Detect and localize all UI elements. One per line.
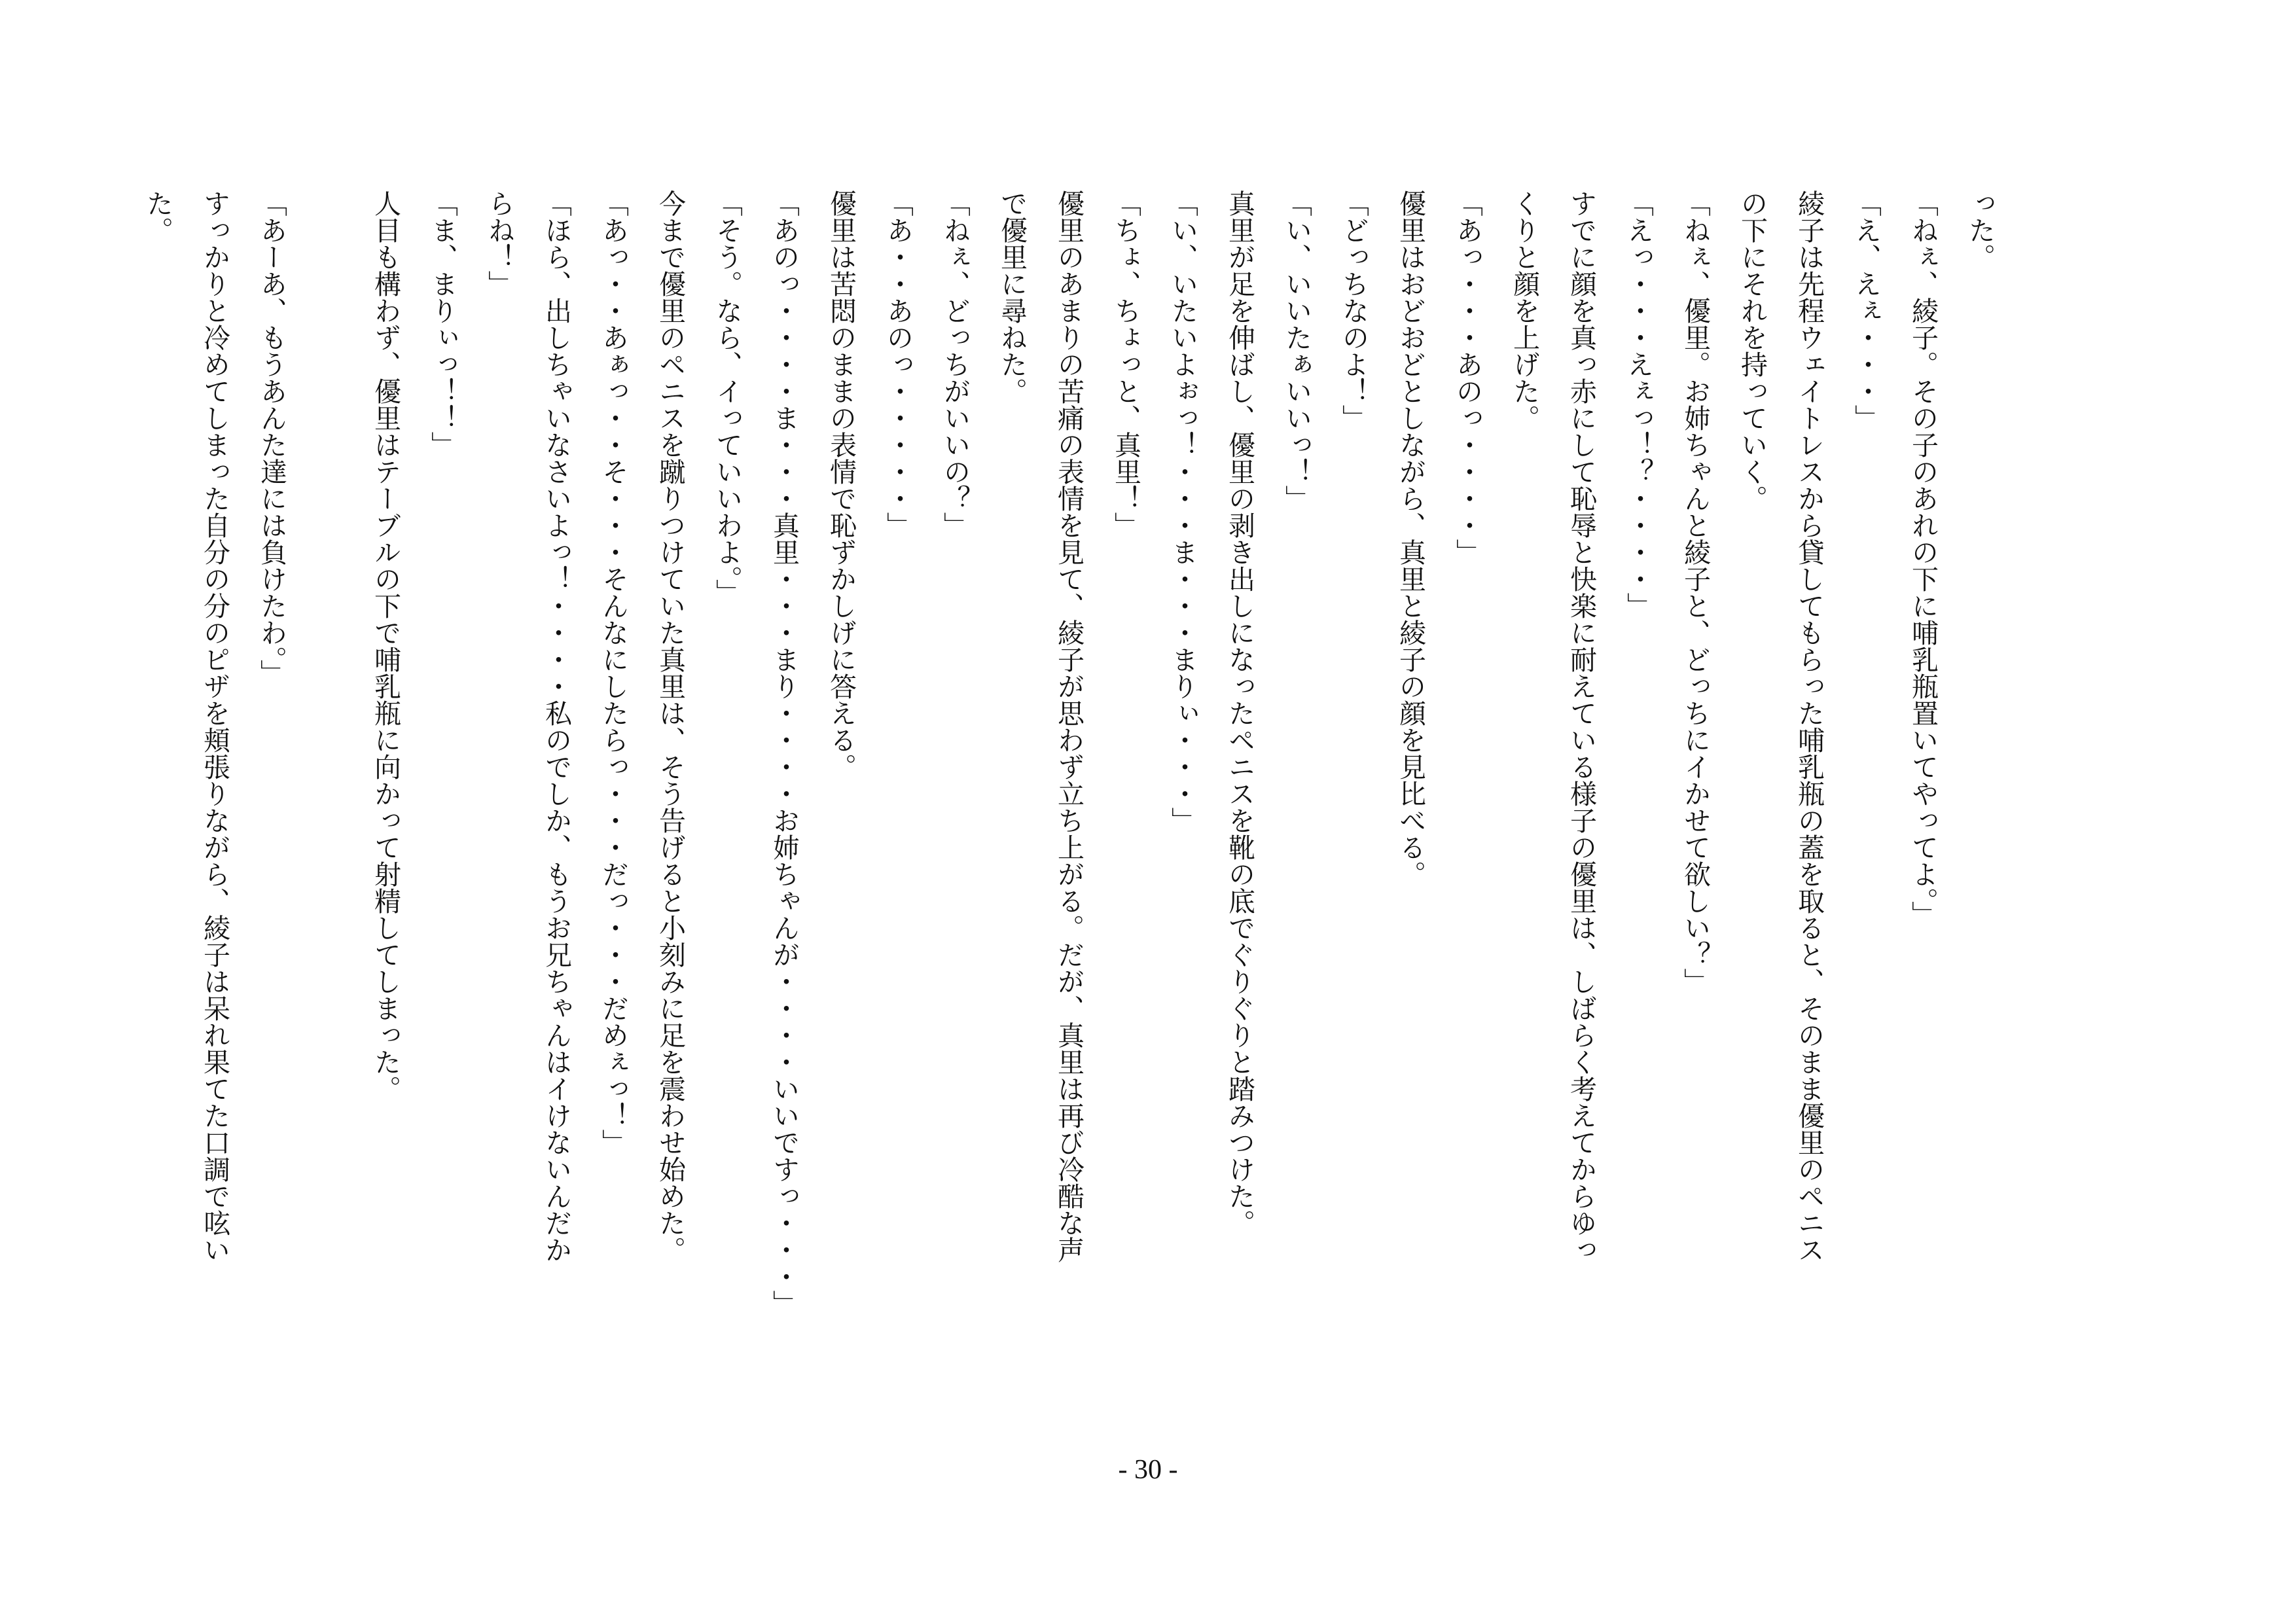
text-line: 「どっちなのよ！」 xyxy=(1338,190,1369,431)
text-line: 「ねぇ、どっちがいいの？」 xyxy=(939,190,971,539)
text-line: 「ま、まりぃっ！！」 xyxy=(427,190,458,458)
text-line: 「あのっ・・・・ま・・・真里・・・まり・・・・お姉ちゃんが・・・・いいですっ・・・」 xyxy=(768,190,800,1317)
text-line: 人目も構わず、優里はテーブルの下で哺乳瓶に向かって射精してしまった。 xyxy=(370,190,401,1102)
text-line: 優里はおどおどとしながら、真里と綾子の顔を見比べる。 xyxy=(1395,190,1426,887)
text-line: 「ねぇ、綾子。その子のあれの下に哺乳瓶置いてやってよ。」 xyxy=(1907,190,1939,928)
text-line: すでに顔を真っ赤にして恥辱と快楽に耐えている様子の優里は、しばらく考えてからゆっ xyxy=(1566,190,1597,1263)
text-line: 「そう。なら、イっていいわよ。」 xyxy=(711,190,743,606)
text-line: 「ほら、出しちゃいなさいよっ！・・・・私のでしか、もうお兄ちゃんはイけないんだか xyxy=(541,190,572,1263)
text-line: 真里が足を伸ばし、優里の剥き出しになったペニスを靴の底でぐりぐりと踏みつけた。 xyxy=(1224,190,1255,1236)
text-line: 「あっ・・あぁっ・・そ・・・そんなにしたらっ・・・だっ・・・だめぇっ！」 xyxy=(598,190,629,1156)
text-line: 「あ・・あのっ・・・・・」 xyxy=(882,190,914,539)
vertical-text-body xyxy=(129,190,2008,1472)
text-line: くりと顔を上げた。 xyxy=(1509,190,1540,431)
text-line: 今まで優里のペニスを蹴りつけていた真里は、そう告げると小刻みに足を震わせ始めた。 xyxy=(655,190,686,1263)
text-line: た。 xyxy=(142,190,173,243)
text-line: 「え、えぇ・・・」 xyxy=(1850,190,1882,431)
text-line: 綾子は先程ウェイトレスから貸してもらった哺乳瓶の蓋を取ると、そのまま優里のペニス xyxy=(1793,190,1825,1263)
text-line: 「えっ・・・えぇっ！？・・・・」 xyxy=(1623,190,1654,619)
page-number: - 30 - xyxy=(1118,1455,1178,1485)
text-line: すっかりと冷めてしまった自分の分のピザを頬張りながら、綾子は呆れ果てた口調で呟い xyxy=(199,190,230,1263)
text-line: 「ちょ、ちょっと、真里！」 xyxy=(1110,190,1141,539)
text-line: の下にそれを持っていく。 xyxy=(1736,190,1768,512)
text-line: 「あーあ、もうあんた達には負けたわ。」 xyxy=(256,190,287,687)
text-line: 「ねぇ、優里。お姉ちゃんと綾子と、どっちにイかせて欲しい？」 xyxy=(1679,190,1711,995)
text-line: 優里のあまりの苦痛の表情を見て、綾子が思わず立ち上がる。だが、真里は再び冷酷な声 xyxy=(1053,190,1085,1263)
text-line: 「い、いたいよぉっ！・・・ま・・・まりぃ・・・」 xyxy=(1167,190,1198,834)
text-line: 優里は苦悶のままの表情で恥ずかしげに答える。 xyxy=(825,190,857,780)
text-line: 「あっ・・・あのっ・・・・」 xyxy=(1452,190,1483,565)
text-line: 「い、いいたぁいいっ！」 xyxy=(1281,190,1312,512)
text-line: った。 xyxy=(1964,190,1996,270)
text-line: らね！」 xyxy=(484,190,515,297)
blank-line xyxy=(300,190,357,1472)
text-line: で優里に尋ねた。 xyxy=(996,190,1028,404)
